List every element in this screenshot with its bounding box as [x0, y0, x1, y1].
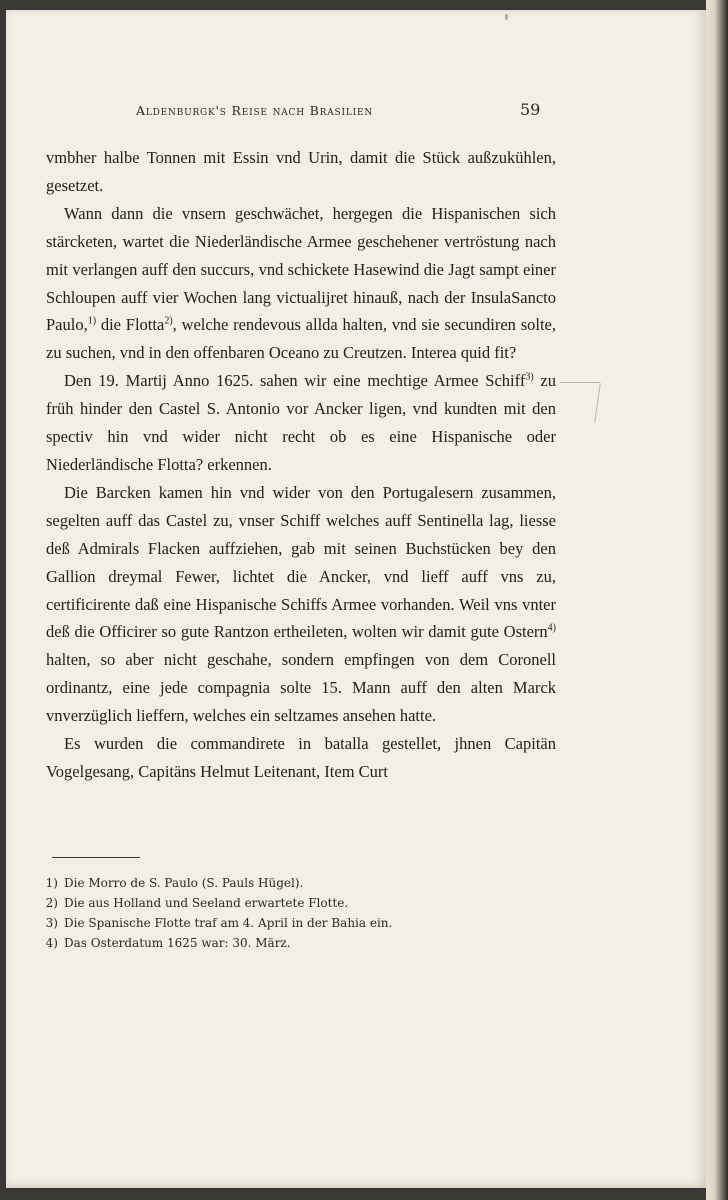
paragraph	[46, 479, 556, 730]
paper-blemish	[505, 14, 508, 20]
pencil-mark	[560, 382, 600, 429]
paragraph-text: , welche rendevous allda halten, vnd sie secundiren solte, zu suchen, vnd in den offenbaren Oceano zu Creutzen. Interea quid fit?	[46, 315, 556, 363]
footnote-ref: 3)	[525, 371, 534, 383]
page-number: 59	[520, 100, 541, 119]
book-spine-edge	[706, 0, 728, 1200]
footnote-mark: 2)	[45, 896, 58, 910]
footnote	[34, 893, 514, 913]
footnote-ref: 4)	[547, 622, 556, 634]
paragraph: vmbher halbe Tonnen mit Essin vnd Urin, damit die Stück außzukühlen, gesetzet.	[46, 148, 556, 195]
footnote-text: Die Spanische Flotte traf am 4. April in der Bahia ein.	[64, 916, 393, 930]
footnote-mark: 1)	[45, 876, 58, 890]
body-text	[46, 144, 556, 786]
footnote-ref: 2)	[164, 315, 173, 327]
footnote-divider	[52, 857, 140, 858]
footnotes	[34, 873, 514, 953]
footnote	[34, 913, 514, 933]
footnote-text: Das Osterdatum 1625 war: 30. März.	[64, 936, 291, 950]
paragraph: Es wurden die commandirete in batalla gestellet, jhnen Capitän Vogelgesang, Capitäns Helmut Leitenant, Item Curt	[46, 734, 556, 781]
footnote-text: Die aus Holland und Seeland erwartete Flotte.	[64, 896, 349, 910]
paragraph	[46, 200, 556, 367]
footnote-mark: 4)	[45, 936, 58, 950]
paragraph-text: Den 19. Martij Anno 1625. sahen wir eine mechtige Armee Schiff	[64, 371, 526, 391]
paragraph-text: Die Barcken kamen hin vnd wider von den Portugalesern zusammen, segelten auff das Castel zu, vnser Schiff welches auff Sentinella lag, liesse deß Admirals Flacken auffziehen, gab mit seinen Buchstücken bey den Gallion dreymal Fewer, lichtet die Ancker, vnd lieff auff vns zu, certificirente daß eine Hispanische Schiffs Armee vorhanden. Weil vns vnter deß die Officirer so gute Rantzon ertheileten, wolten wir damit gute Ostern	[46, 482, 556, 642]
footnote	[34, 933, 514, 953]
running-title: Aldenburgk's Reise nach Brasilien	[136, 103, 374, 118]
footnote-mark: 3)	[45, 916, 58, 930]
paragraph-text: zu früh hinder den Castel S. Antonio vor Ancker ligen, vnd kundten mit den spectiv hin vnd wider nicht recht ob es eine Hispanische oder Niederländische Flotta? erkennen.	[46, 371, 557, 474]
footnote-text: Die Morro de S. Paulo (S. Pauls Hügel).	[64, 876, 304, 890]
paragraph-text: Wann dann die vnsern geschwächet, hergegen die Hispanischen sich stärcketen, wartet die Niederländische Armee geschehener vertröstung nach mit verlangen auff den succurs, vnd schickete Hasewind die Jagt sampt einer Schloupen auff vier Wochen lang victualijret hinauß, nach der InsulaSancto Paulo,	[46, 203, 556, 335]
paragraph-text: die Flotta	[96, 315, 165, 335]
footnote	[34, 873, 514, 893]
paragraph	[46, 367, 556, 479]
paragraph-text: halten, so aber nicht geschahe, sondern empfingen von dem Coronell ordinantz, eine jede compagnia solte 15. Mann auff den alten Marck vnverzüglich lieffern, welches ein seltzames ansehen hatte.	[46, 650, 556, 726]
footnote-ref: 1)	[87, 315, 97, 327]
